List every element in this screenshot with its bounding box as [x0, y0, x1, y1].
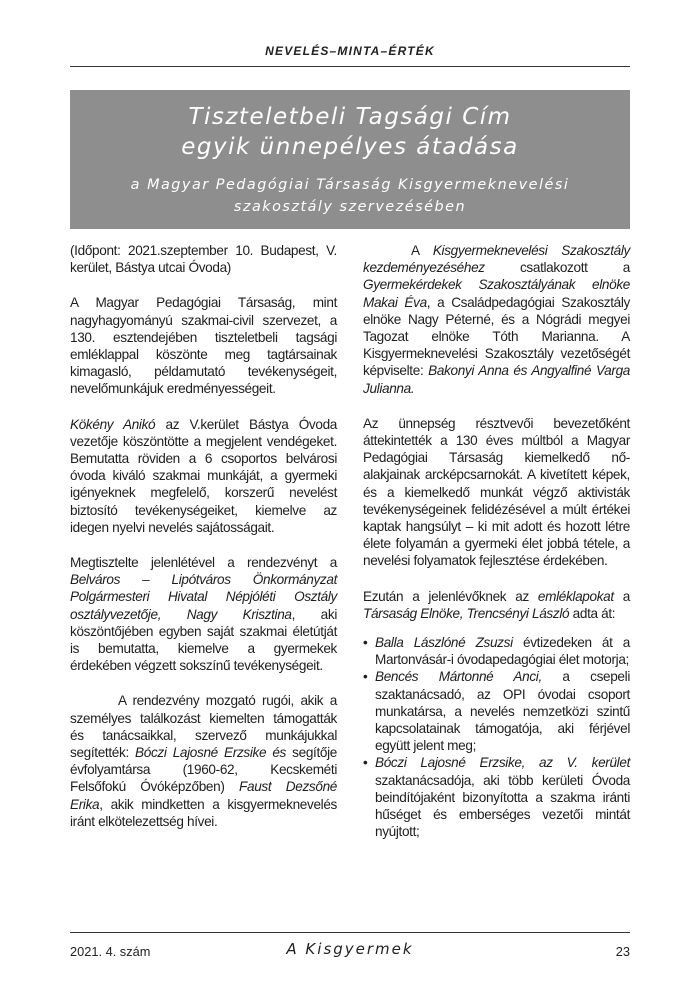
running-head-title: NEVELÉS–MINTA–ÉRTÉK	[265, 44, 435, 58]
event-info-paragraph: (Időpont: 2021.szeptember 10. Budapest, V. kerület, Bástya utcai Óvoda)	[70, 243, 337, 276]
organizers-paragraph: A rendezvény mozgató rugói, akik a személyes találkozást kiemelten támogatták és tanácsaikkal, szervező munkájukkal segítették: Bóczi Lajosné Erzsike és segítője évfolyamtársa (1960-62, Kecskeméti Felsőfokú Óvóképzőben) Faust Dezsőné Erika, akik mindketten a kisgyermeknevelés iránt elkötelezettség hívei.	[70, 693, 337, 829]
list-item: • Balla Lászlóné Zsuzsi évtizedeken át a Martonvásár-i óvodapedagógiai élet motorja;	[363, 634, 630, 668]
awardee-list	[363, 634, 630, 840]
organizer-name-1: Bóczi Lajosné Erzsike és	[135, 745, 286, 761]
host-name: Kökény Anikó	[70, 416, 156, 432]
right-column	[363, 242, 630, 841]
page-number: 23	[615, 944, 630, 959]
ceremony-paragraph: Az ünnepség résztvevői bevezetőként áttekintették a 130 éves múltból a Magyar Pedagógiai Társaság kiemelkedő nő-alakjainak arcképcsarnokát. A kivetített képek, és a kiemelkedő munkát végző aktivisták tevékenységeinek felidézésével a múlt értékei kaptak hangsúlyt – ki mit adott és hozott létre élete folyamán a gyermeki élet jobbá tétele, a nevelési folyamatok fejlesztése érdekében.	[363, 415, 630, 569]
participants-paragraph: A Kisgyermeknevelési Szakosztály kezdeményezéséhez csatlakozott a Gyermekérdekek Szakosztályának elnöke Makai Éva, a Családpedagógiai Szakosztály elnöke Nagy Péterné, és a Nógrádi megyei Tagozat elnöke Tóth Marianna. A Kisgyermeknevelési Szakosztály vezetőségét képviselte: Bakonyi Anna és Angyalfiné Varga Julianna.	[363, 243, 630, 396]
list-item: • Bencés Mártonné Anci, a csepeli szaktanácsadó, az OPI óvodai csoport munkatársa, a nevelés nemzetközi szintű kapcsolatainak támogatója, aki férjével együtt jelent meg;	[363, 668, 630, 754]
article-title-line2: egyik ünnepélyes átadása	[181, 134, 519, 160]
footer-rule	[70, 932, 630, 933]
intro-paragraph: A Magyar Pedagógiai Társaság, mint nagyhagyományú szakmai-civil szervezet, a 130. esztendejében tiszteletbeli tagsági emléklappal köszönte meg tagtársainak kimagasló, példamutató tevékenységeit, nevelőmunkájuk eredményességeit.	[70, 295, 337, 397]
list-item: • Bóczi Lajosné Erzsike, az V. kerület szaktanácsadója, aki több kerületi Óvoda beindítójaként bizonyította a szakma iránti hűséget és emberséges vezetői mintát nyújtott;	[363, 754, 630, 840]
organizer-name-2: Faust Dezsőné Erika	[70, 779, 337, 812]
article-title-line1: Tiszteletbeli Tagsági Cím	[188, 104, 512, 130]
guest-name: Belváros – Lipótváros Önkormányzat Polgármesteri Hivatal Népjóléti Osztály osztályvezetője, Nagy Krisztina	[70, 572, 337, 622]
guest-paragraph: Megtisztelte jelenlétével a rendezvényt a Belváros – Lipótváros Önkormányzat Polgármesteri Hivatal Népjóléti Osztály osztályvezetője, Nagy Krisztina, aki köszöntőjében egyben saját szakmai életútját is bemutatta, kiemelve a gyermekek érdekében végzett sokszínű tevékenységeit.	[70, 555, 337, 674]
left-column	[70, 242, 337, 848]
host-paragraph: Kökény Anikó az V.kerület Bástya Óvoda vezetője köszöntötte a megjelent vendégeket. Bemutatta röviden a 6 csoportos belvárosi óvoda kiváló szakmai munkáját, a gyermeki igényeknek megfelelő, korszerű nevelést biztosító tevékenységeiket, kiemelve az idegen nyelvi nevelés sajátosságait.	[70, 416, 337, 535]
issue-number: 2021. 4. szám	[70, 944, 151, 959]
magazine-name: A Kisgyermek	[286, 940, 414, 958]
header-rule	[70, 66, 630, 67]
award-intro-paragraph: Ezután a jelenlévőknek az emléklapokat a Társaság Elnöke, Trencsényi László adta át:	[363, 588, 630, 621]
title-banner	[70, 90, 630, 229]
article-subtitle: a Magyar Pedagógiai Társaság Kisgyermeknevelési szakosztály szervezésében	[130, 177, 570, 215]
